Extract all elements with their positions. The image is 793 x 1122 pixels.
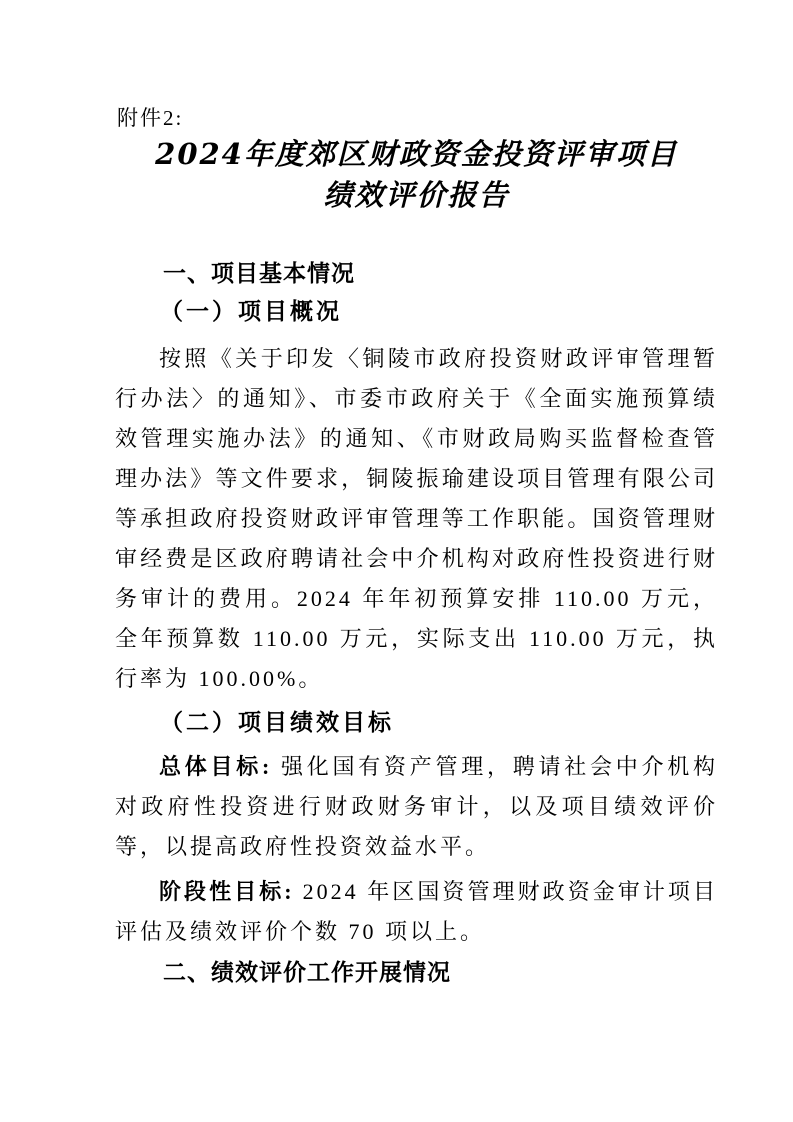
- document-title-line2: 绩效评价报告: [323, 178, 510, 212]
- subsection-heading-1-2: （二）项目绩效目标: [160, 710, 394, 735]
- paragraph-overall-goal: [115, 747, 718, 867]
- section-heading-2: 二、绩效评价工作开展情况: [163, 959, 451, 985]
- overall-goal-text: 强化国有资产管理，聘请社会中介机构对政府性投资进行财政财务审计，以及项目绩效评价等，以提高政府性投资效益水平。: [115, 754, 718, 859]
- attachment-label: 附件2:: [117, 106, 184, 130]
- section-heading-1: 一、项目基本情况: [163, 260, 355, 286]
- stage-goal-text: 2024 年区国资管理财政资金审计项目评估及绩效评价个数 70 项以上。: [115, 879, 718, 944]
- overall-goal-label: 总体目标:: [159, 754, 273, 779]
- document-title: [115, 134, 718, 216]
- stage-goal-label: 阶段性目标:: [159, 879, 295, 904]
- paragraph-project-overview: 按照《关于印发〈铜陵市政府投资财政评审管理暂行办法〉的通知》、市委市政府关于《全面实施预算绩效管理实施办法》的通知、《市财政局购买监督检查管理办法》等文件要求，铜陵振瑜建设项目管理有限公司等承担政府投资财政评审管理等工作职能。国资管理财审经费是区政府聘请社会中介机构对政府性投资进行财务审计的费用。2024 年年初预算安排 110.00 万元，全年预算数 110.00 万元，实际支出 110.00 万元，执行率为 100.00%。: [115, 346, 718, 691]
- paragraph-stage-goal: [115, 872, 718, 952]
- subsection-heading-1-1: （一）项目概况: [160, 299, 342, 324]
- document-title-line1: 2024年度郊区财政资金投资评审项目: [155, 137, 678, 171]
